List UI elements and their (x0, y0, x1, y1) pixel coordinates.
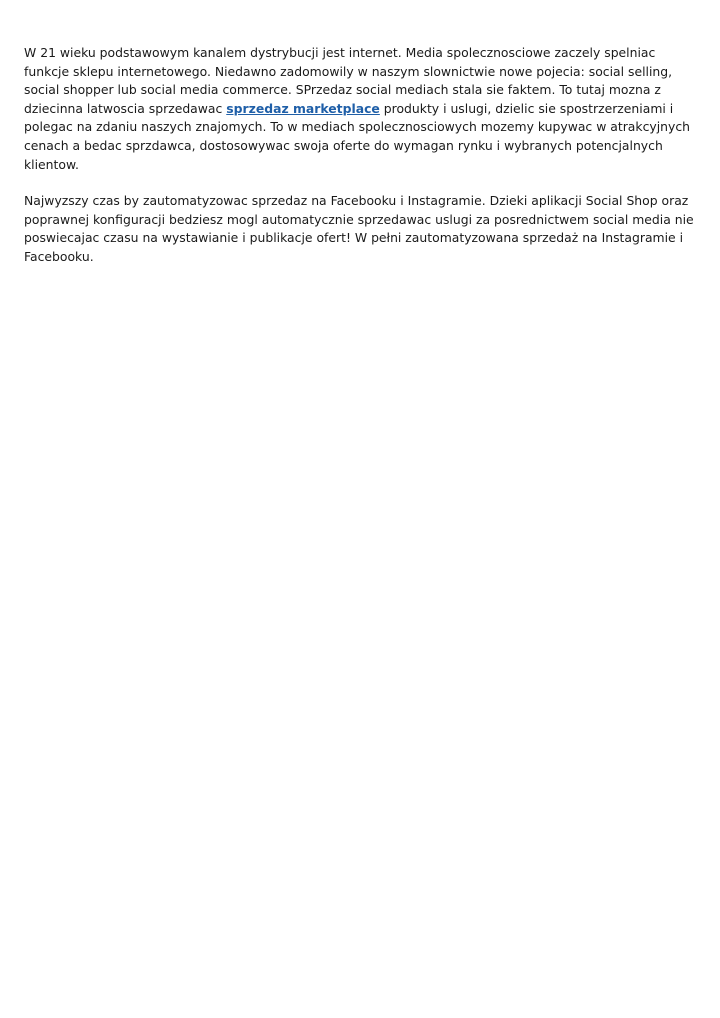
paragraph-intro-text-end: produkty i uslugi, dzielic sie spostrzerzeniami i polegac na zdaniu naszych znajomych. To w mediach spolecznosciowych mozemy kupywac w atrakcyjnych cenach a bedac sprzdawca, dostosowywac swoja oferte do wymagan rynku i wybranych potencjalnych klientow. (24, 100, 691, 172)
paragraph-intro (24, 44, 696, 174)
paragraph-automation: Najwyzszy czas by zautomatyzowac sprzedaz na Facebooku i Instagramie. Dzieki aplikacji Social Shop oraz poprawnej konfiguracji bedziesz mogl automatycznie sprzedawac uslugi za posrednictwem social media nie poswiecajac czasu na wystawianie i publikacje ofert! W pełni zautomatyzowana sprzedaż na Instagramie i Facebooku. (24, 193, 694, 264)
marketplace-link[interactable]: sprzedaz marketplace (226, 100, 380, 116)
document-body (24, 44, 696, 285)
paragraph-intro-text-start: W 21 wieku podstawowym kanalem dystrybucji jest internet. Media spolecznosciowe zaczely spelniac funkcje sklepu internetowego. Niedawno zadomowily w naszym slownictwie nowe pojecia: social selling, social shopper lub social media commerce. SPrzedaz social mediach stala sie faktem. To tutaj mozna z dziecinna latwoscia sprzedawac (24, 45, 673, 116)
